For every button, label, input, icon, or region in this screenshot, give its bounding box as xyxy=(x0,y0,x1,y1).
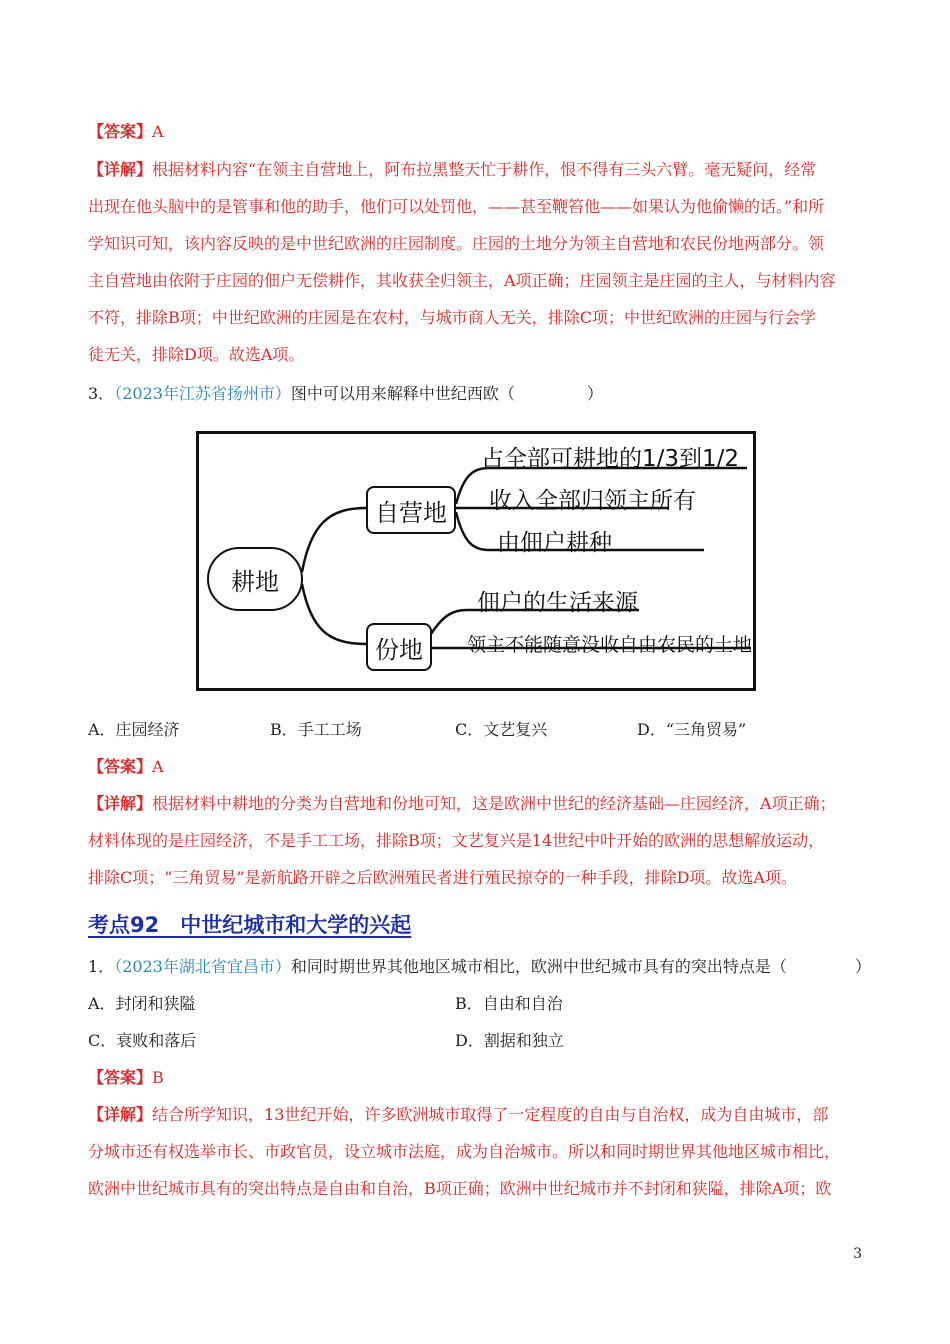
q3-answer-line xyxy=(88,757,164,777)
q3-detail-line-1 xyxy=(88,794,836,814)
question-number: 1． xyxy=(88,957,115,976)
mind-map-diagram xyxy=(196,431,756,691)
q1-detail-line-2: 分城市还有权选举市长、市政官员，设立城市法庭，成为自治城市。所以和同时期世界其他地区城市相比， xyxy=(88,1142,841,1161)
detail-text: 根据材料中耕地的分类为自营地和份地可知，这是欧洲中世纪的经济基础—庄园经济，A项正确； xyxy=(152,794,836,813)
option-d: D．“三角贸易” xyxy=(637,720,747,739)
detail-label: 【详解】 xyxy=(88,160,153,179)
answer-label: 【答案】 xyxy=(88,757,153,776)
detail-label: 【详解】 xyxy=(88,1105,153,1124)
option-c: C．文艺复兴 xyxy=(455,720,548,739)
answer-label: 【答案】 xyxy=(88,122,153,141)
prev-detail-line-1 xyxy=(88,160,816,180)
answer-label: 【答案】 xyxy=(88,1068,153,1087)
answer-value: A xyxy=(152,757,164,776)
question-text: 和同时期世界其他地区城市相比，欧洲中世纪城市具有的突出特点是（ xyxy=(290,957,787,976)
detail-text: 根据材料内容“在领主自营地上，阿布拉黑整天忙于耕作，恨不得有三头六臂。毫无疑问，经常 xyxy=(152,160,817,179)
question-3-stem xyxy=(88,384,603,404)
option-c: C．衰败和落后 xyxy=(88,1031,197,1050)
option-d: D．割据和独立 xyxy=(455,1031,564,1050)
prev-answer-line xyxy=(88,122,164,142)
question-source: （2023年湖北省宜昌市） xyxy=(114,957,291,976)
option-b: B．自由和自治 xyxy=(455,994,563,1013)
question-1-stem xyxy=(88,957,871,977)
prev-detail-line-4: 主自营地由依附于庄园的佃户无偿耕作，其收获全归领主，A项正确；庄园领主是庄园的主人，与材料内容 xyxy=(88,271,836,290)
prev-detail-line-6: 徒无关，排除D项。故选A项。 xyxy=(88,345,305,364)
detail-text: 结合所学知识，13世纪开始，许多欧洲城市取得了一定程度的自由与自治权，成为自由城市，部 xyxy=(152,1105,829,1124)
q3-detail-line-2: 材料体现的是庄园经济，不是手工工场，排除B项；文艺复兴是14世纪中叶开始的欧洲的思想解放运动， xyxy=(88,831,825,850)
question-number: 3． xyxy=(88,384,115,403)
option-b: B．手工工场 xyxy=(270,720,362,739)
option-a: A．封闭和狭隘 xyxy=(88,994,196,1013)
page-number: 3 xyxy=(853,1246,862,1262)
item-demesne-2: 收入全部归领主所有 xyxy=(489,488,696,514)
question-close-paren: ） xyxy=(854,957,871,976)
question-source: （2023年江苏省扬州市） xyxy=(114,384,291,403)
prev-detail-line-5: 不符，排除B项；中世纪欧洲的庄园是在农村，与城市商人无关，排除C项；中世纪欧洲的庄园与行会学 xyxy=(88,308,817,327)
q3-detail-line-3: 排除C项；“三角贸易”是新航路开辟之后欧洲殖民者进行殖民掠夺的一种手段，排除D项。故选A项。 xyxy=(88,868,797,887)
section-heading: 考点92 中世纪城市和大学的兴起 xyxy=(88,913,412,937)
question-close-paren: ） xyxy=(586,384,603,403)
item-peasant-2: 领主不能随意没收自由农民的土地 xyxy=(467,634,753,656)
item-demesne-1: 占全部可耕地的1/3到1/2 xyxy=(481,446,740,472)
q1-detail-line-3: 欧洲中世纪城市具有的突出特点是自由和自治，B项正确；欧洲中世纪城市并不封闭和狭隘，排除A项；欧 xyxy=(88,1179,832,1198)
question-text: 图中可以用来解释中世纪西欧（ xyxy=(290,384,515,403)
detail-label: 【详解】 xyxy=(88,794,153,813)
prev-detail-line-3: 学知识可知，该内容反映的是中世纪欧洲的庄园制度。庄园的土地分为领主自营地和农民份地两部分。领 xyxy=(88,234,825,253)
answer-value: A xyxy=(152,122,164,141)
item-peasant-1: 佃户的生活来源 xyxy=(477,590,638,616)
option-a: A．庄园经济 xyxy=(88,720,180,739)
item-demesne-3: 由佃户耕种 xyxy=(497,530,612,556)
prev-detail-line-2: 出现在他头脑中的是管事和他的助手，他们可以处罚他，——甚至鞭笞他——如果认为他偷懒的话。”和所 xyxy=(88,197,825,216)
answer-value: B xyxy=(152,1068,164,1087)
q1-answer-line xyxy=(88,1068,164,1088)
node-branch-peasant-land: 份地 xyxy=(366,623,432,671)
q1-detail-line-1 xyxy=(88,1105,828,1125)
node-root: 耕地 xyxy=(207,547,303,611)
node-branch-demesne: 自营地 xyxy=(366,486,456,534)
